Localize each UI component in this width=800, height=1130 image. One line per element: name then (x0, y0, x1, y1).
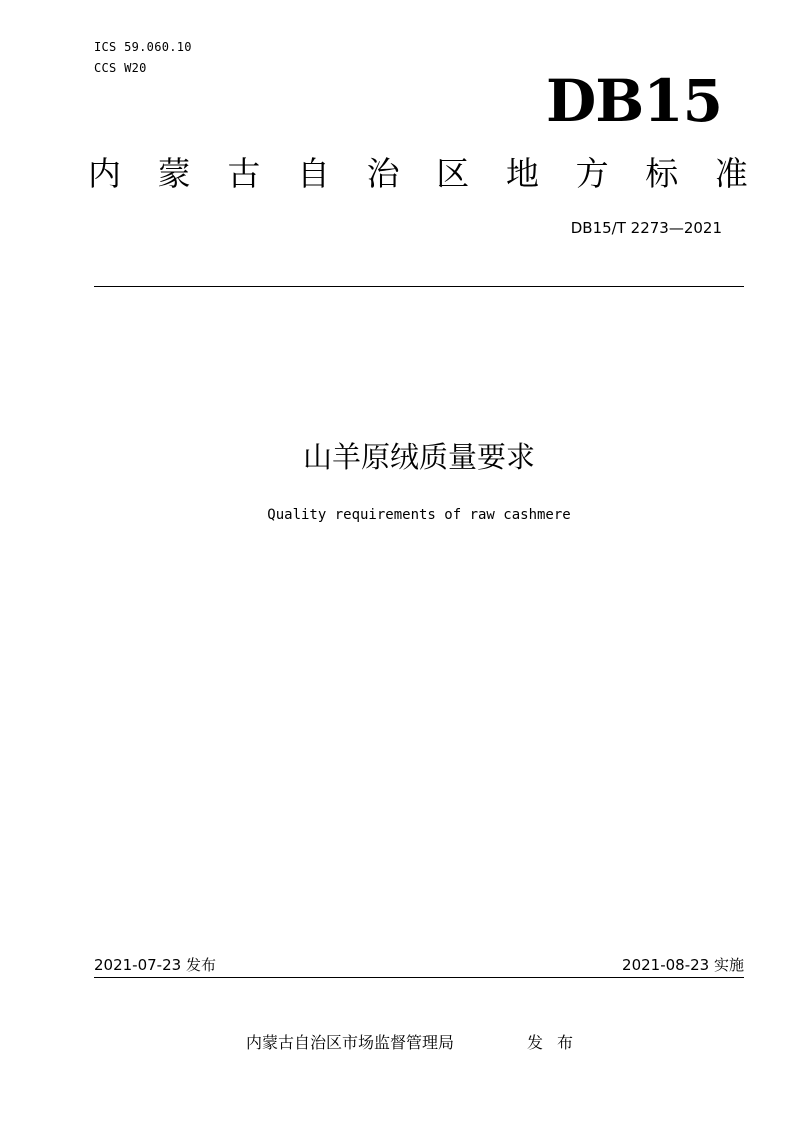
standard-number: DB15/T 2273—2021 (570, 219, 722, 237)
document-title-english: Quality requirements of raw cashmere (267, 507, 571, 523)
standard-type-char: 内 (88, 154, 121, 193)
footer-divider (94, 977, 744, 978)
document-title-chinese: 山羊原绒质量要求 (302, 440, 535, 474)
standard-type-char: 标 (645, 154, 679, 193)
ics-code: ICS 59.060.10 (94, 40, 192, 54)
standard-type-char: 治 (366, 154, 400, 193)
standard-type-heading (88, 153, 748, 195)
standard-type-char: 蒙 (157, 154, 191, 193)
standard-type-char: 古 (227, 154, 261, 193)
publisher-name: 内蒙古自治区市场监督管理局 (246, 1033, 455, 1052)
standard-type-char: 准 (714, 154, 748, 193)
standard-code-logo: DB15 (545, 67, 722, 135)
standard-type-char: 自 (296, 154, 330, 193)
issue-date: 2021-07-23 发布 (94, 956, 216, 974)
standard-type-char: 区 (436, 154, 470, 193)
standard-type-char: 地 (505, 154, 539, 193)
standard-type-char: 方 (575, 154, 609, 193)
ccs-code: CCS W20 (94, 61, 147, 75)
publish-label: 发布 (527, 1033, 588, 1052)
header-divider (94, 286, 744, 287)
implementation-date: 2021-08-23 实施 (622, 956, 744, 974)
